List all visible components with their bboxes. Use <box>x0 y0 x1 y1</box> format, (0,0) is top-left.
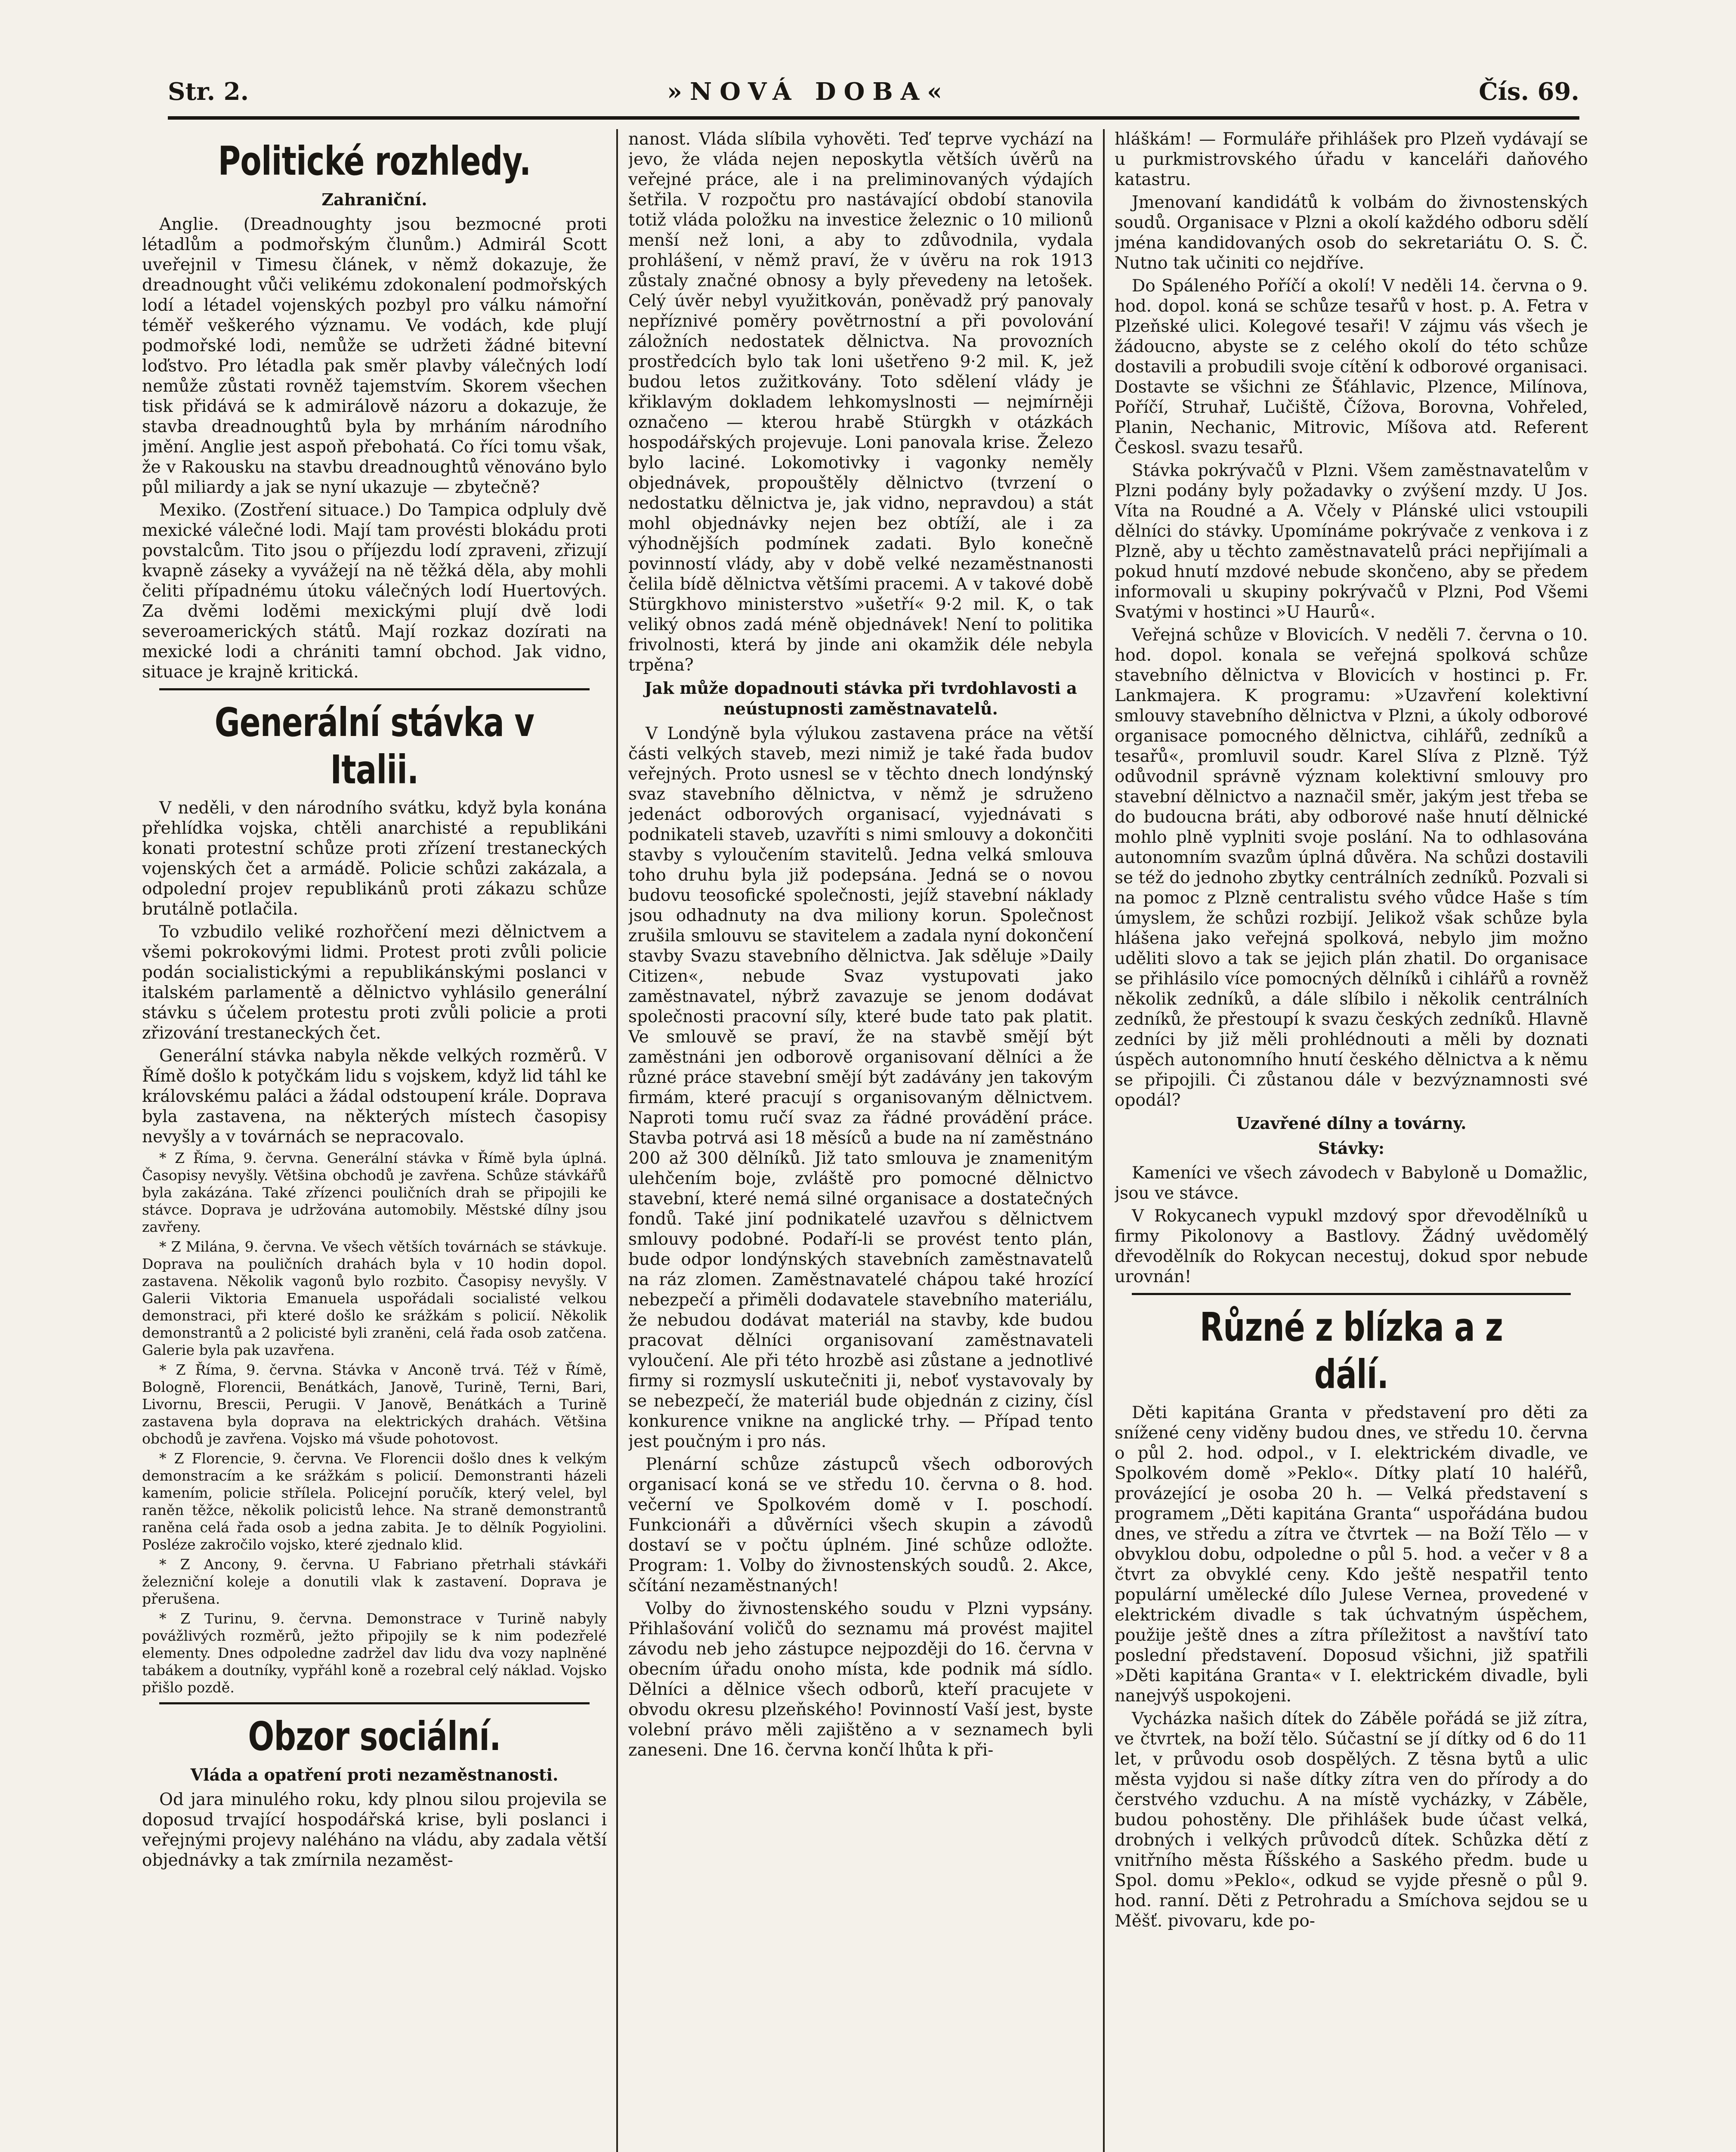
page-header <box>168 77 1579 120</box>
column-2 <box>628 129 1093 2152</box>
strike-item-2: V Rokycanech vypukl mzdový spor dřevodělníků u firmy Pikolonovy a Bastlovy. Žádný uvědomělý dřevodělník do Rokycan necestuj, dokud spor nebude urovnán! <box>1115 1206 1588 1286</box>
dispatch-turin: * Z Turinu, 9. června. Demonstrace v Turině nabyly povážlivých rozměrů, ježto připojily se k nim podezřelé elementy. Dnes odpoledne zadržel dav lidu dva vozy naplněné tabákem a doutníky, vypřáhl koně a rozebral celý náklad. Vojsko přišlo pozdě. <box>142 1610 607 1696</box>
article-vlada: Od jara minulého roku, kdy plnou silou projevila se doposud trvající hospodářská krise, byli poslanci i veřejnými projevy naléháno na vládu, aby zadala větší objednávky a tak zmírnila nezaměst- <box>142 1790 607 1870</box>
article-italy-p2: To vzbudilo veliké rozhořčení mezi dělnictvem a všemi pokrokovými lidmi. Protest proti zvůli policie podán socialistickými a republikánskými poslanci v italském parlamentě a dělnictvo vyhlásilo generální stávku s účelem protestu proti zvůli policie a proti zřizování trestaneckých čet. <box>142 922 607 1043</box>
masthead-title: »NOVÁ DOBA« <box>667 77 950 106</box>
section-heading-miscellany: Různé z blízka a z dálí. <box>1199 1304 1503 1398</box>
subheading-unemployment: Vláda a opatření proti nezaměstnanosti. <box>190 1765 559 1784</box>
dispatch-ancona: * Z Ancony, 9. června. U Fabriano přetrhali stávkáři železniční koleje a donutili vlak k zastavení. Doprava je přerušena. <box>142 1556 607 1607</box>
heading-strikes: Stávky: <box>1318 1138 1385 1158</box>
dispatch-rim-2: * Z Říma, 9. června. Stávka v Anconě trvá. Též v Římě, Bologně, Florencii, Benátkách, Janově, Turině, Terni, Bari, Livornu, Brescii, Perugii. V Janově, Benátkách a Turině zastavena byla doprava na elektrických drahách. Většina obchodů je zavřena. Vojsko má všude pohotovost. <box>142 1361 607 1447</box>
divider <box>1132 1293 1571 1295</box>
dispatch-milan: * Z Milána, 9. června. Ve všech větších továrnách se stávkuje. Doprava na pouličních drahách byla v 10 hodin dopol. zastavena. Několik vagonů bylo rozbito. Časopisy nevyšly. V Galerii Viktoria Emanuela uspořádali socialisté velkou demonstraci, při které došlo ke srážkám s policií. Několik demonstrantů a 2 policisté byli zraněni, celá řada osob zatčena. Galerie byla pak uzavřena. <box>142 1238 607 1358</box>
heading-london-strike: Jak může dopadnouti stávka při tvrdohlavosti a neústupnosti zaměstnavatelů. <box>644 678 1077 718</box>
notice-porici: Do Spáleného Poříčí a okolí! V neděli 14. června o 9. hod. dopol. koná se schůze tesařů v host. p. A. Fetra v Plzeňské ulici. Kolegové tesaři! V zájmu vás všech je žádoucno, abyste se z celého okolí do této schůze dostavili a probudili svoje cítění k odborové organisaci. Dostavte se všichni ze Šťáhlavic, Plzence, Milínova, Poříčí, Struhař, Lučiště, Čížova, Borovna, Vohřeled, Planin, Nechanic, Mitrovic, Míšova atd. Referent Českosl. svazu tesařů. <box>1115 276 1588 458</box>
dispatch-florence: * Z Florencie, 9. června. Ve Florencii došlo dnes k velkým demonstracím a ke srážkám s policií. Demonstranti házeli kamením, policie střílela. Policejní poručík, který velel, byl raněn těžce, několik policistů lehce. Na straně demonstrantů raněna celá řada osob a jedna zabita. Je to dělník Pogyiolini. Posléze zakročilo vojsko, které zjednalo klid. <box>142 1450 607 1553</box>
article-vlada-continued: nanost. Vláda slíbila vyhověti. Teď teprve vychází na jevo, že vláda nejen neposkytla větších úvěrů na veřejné práce, ale i na preliminovaných výdajích šetřila. V rozpočtu pro nastávající období stanovila totiž vláda položku na investice železnic o 10 milionů menší než loni, a aby to zdůvodnila, vydala prohlášení, v němž praví, že v úvěru na rok 1913 zůstaly značné obnosy a byly převedeny na letošek. Celý úvěr nebyl využitkován, poněvadž prý panovaly nepříznivé poměry povětrnostní a při povolování záložních nedostatek dělnictva. Na provozních prostředcích bylo tak loni ušetřeno 9·2 mil. K, jež budou letos zužitkovány. Toto sdělení vlády je křiklavým dokladem lehkomyslnosti — nejmírněji označeno — kterou hrabě Stürgkh v otázkách hospodářských projevuje. Loni panovala krise. Železo bylo laciné. Lokomotivky i vagonky neměly objednávek, propouštěly dělnictvo (tvrzení o nedostatku dělnictva je, jak vidno, nepravdou) a stát mohl objednávky nejen bez obtíží, ale i za výhodnějších podmínek zadati. Bylo konečně povinností vlády, aby v době velké nezaměstnanosti čelila bídě dělnictva většími pracemi. A v takové době Stürgkhovo ministerstvo »ušetří« 9·2 mil. K, o tak veliký obnos zadá méně objednávek! Není to politika frivolnosti, která by jinde ani okamžik déle nebyla trpěna? <box>628 130 1093 675</box>
article-italy-p3: Generální stávka nabyla někde velkých rozměrů. V Římě došlo k potyčkám lidu s vojskem, když lid táhl ke královskému paláci a žádal odstoupení krále. Doprava byla zastavena, na některých místech časopisy nevyšly a v továrnách se nepracovalo. <box>142 1046 607 1147</box>
article-london: V Londýně byla výlukou zastavena práce na větší části velkých staveb, mezi nimiž je také řada budov veřejných. Proto usnesl se v těchto dnech londýnský svaz stavebního dělnictva, v němž je sdruženo jedenáct odborových organisací, vyjednávati s podnikateli staveb, uzavříti s nimi smlouvy a dokončiti stavby s vyloučením stavitelů. Jedna velká smlouva toho druhu byla již podepsána. Jedná se o novou budovu teosofické společnosti, jejíž stavební náklady jsou odhadnuty na dva miliony korun. Společnost zrušila smlouvu se stavitelem a zadala nyní dokončení stavby Svazu stavebního dělnictva. Jak sděluje »Daily Citizen«, nebude Svaz vystupovati jako zaměstnavatel, nýbrž zavazuje se jenom dodávat společnosti pracovní síly, které bude tato pak platit. Ve smlouvě se praví, že na stavbě smějí být zaměstnáni jen odborově organisovaní dělníci a že různé práce stavební smějí být zadávány jen takovým firmám, které pracují s organisovaným dělnictvem. Naproti tomu ručí svaz za řádné provádění práce. Stavba potrvá asi 18 měsíců a bude na ní zaměstnáno 200 až 300 dělníků. Již tato smlouva je znamenitým ulehčením boje, zvláště pro pomocné dělnictvo stavební, které nemá silné organisace a dostatečných fondů. Také jiní podnikatelé uzavřou s dělnictvem smlouvy podobné. Podaří-li se provést tento plán, bude odpor londýnských stavebních zaměstnavatelů na ráz zlomen. Zaměstnavatelé chápou také hrozící nebezpečí a přiměli dodavatele stavebního materiálu, že nebudou dodávat materiál na stavby, kde budou pracovat dělníci organisovaní zaměstnavateli vyloučení. Ale při této hrozbě asi zůstane a jednotlivé firmy si rozmyslí uskutečniti ji, neboť vystavovaly by se nebezpečí, že materiál bude objednán z ciziny, čísl konkurence vnikne na anglické trhy. — Případ tento jest poučným i pro nás. <box>628 724 1093 1451</box>
column-1 <box>142 129 607 2152</box>
article-italy-p1: V neděli, v den národního svátku, když byla konána přehlídka vojska, chtěli anarchisté a republikáni konati protestní schůze proti zřízení trestaneckých vojenských čet a armádě. Policie schůzi zakázala, a odpolední projev republikánů proti zákazu schůze brutálně potlačila. <box>142 798 607 919</box>
notice-excursion: Vycházka našich dítek do Záběle pořádá se již zítra, ve čtvrtek, na boží tělo. Súčastní se jí dítky od 6 do 11 let, v průvodu osob dospělých. Z těsna bytů a ulic města vyjdou si naše dítky zítra ven do přírody a do čerstvého vzduchu. A na místě vycházky, v Záběle, budou pohostěny. Dle přihlášek bude účast velká, drobných i velkých průvodců dítek. Schůzka dětí z vnitřního města Říšského a Saského předm. bude u Spol. domu »Peklo«, odkud se vyjde přesně o půl 9. hod. ranní. Děti z Petrohradu a Smíchova sejdou se u Měšť. pivovaru, kde po- <box>1115 1709 1588 1931</box>
page-number: Str. 2. <box>168 77 249 106</box>
section-heading-social: Obzor sociální. <box>248 1713 501 1759</box>
heading-closed-workshops: Uzavřené dílny a továrny. <box>1236 1113 1467 1133</box>
column-divider <box>1103 129 1105 2152</box>
article-anglie: Anglie. (Dreadnoughty jsou bezmocné proti létadlům a podmořským člunům.) Admirál Scott uveřejnil v Timesu článek, v němž dokazuje, že dreadnought vůči velikému zdokonalení podmořských lodí a létadel vojenských pozbyl pro válku námořní téměř veškerého významu. Ve vodách, kde plují podmořské lodi, nemůže se udržeti žádné bitevní loďstvo. Pro létadla pak směr plavby válečných lodí nemůže zůstati rovněž tajemstvím. Skorem všechen tisk přidává se k admirálově názoru a dokazuje, že stavba dreadnoughtů byla by mrháním národního jmění. Anglie jest aspoň přebohatá. Co říci tomu však, že v Rakousku na stavbu dreadnoughtů věnováno bylo půl miliardy a jak se nyní ukazuje — zbytečně? <box>142 215 607 497</box>
strike-item-1: Kameníci ve všech závodech v Babyloně u Domažlic, jsou ve stávce. <box>1115 1163 1588 1203</box>
column-3 <box>1115 129 1588 2152</box>
notice-plenary-meeting: Plenární schůze zástupců všech odborových organisací koná se ve středu 10. června o 8. hod. večerní ve Spolkovém domě v I. poschodí. Funkcionáři a důvěrníci všech skupin a závodů dostaví se v počtu úplném. Jiné schůze odložte. Program: 1. Volby do živnostenských soudů. 2. Akce, sčítání nezaměstnaných! <box>628 1455 1093 1595</box>
section-heading-politics: Politické rozhledy. <box>218 138 531 184</box>
dispatch-rim: * Z Říma, 9. června. Generální stávka v Římě byla úplná. Časopisy nevyšly. Většina obchodů je zavřena. Schůze stávkářů byla zakázána. Také zřízenci pouličních drah se připojili ke stávce. Doprava je udržována automobily. Městské dílny jsou zavřeny. <box>142 1150 607 1235</box>
section-heading-italy: Generální stávka v Italii. <box>214 699 534 793</box>
notice-candidates: Jmenovaní kandidátů k volbám do živnostenských soudů. Organisace v Plzni a okolí každého odboru sdělí jména kandidovaných osob do sekretariátu O. S. Č. Nutno tak učiniti co nejdříve. <box>1115 193 1588 273</box>
notice-elections: Volby do živnostenského soudu v Plzni vypsány. Přihlašování voličů do seznamu má provést majitel závodu neb jeho zástupce nejpozději do 16. června v obecním úřadu onoho místa, kde podnik má sídlo. Dělníci a dělnice všech odborů, kteří pracujete v obvodu okresu plzeňského! Povinností Vaší jest, byste volební právo měli zajištěno a v seznamech byli zaneseni. Dne 16. června končí lhůta k při- <box>628 1599 1093 1760</box>
notice-roofers-strike: Stávka pokrývačů v Plzni. Všem zaměstnavatelům v Plzni podány byly požadavky o zvýšení mzdy. U Jos. Víta na Roudné a A. Včely v Plánské ulici vstoupili dělníci do stávky. Upomínáme pokrývače z venkova i z Plzně, aby u těchto zaměstnavatelů práci nepřijímali a pokud hnutí mzdové nebude skončeno, aby se předem informovali u skupiny pokrývačů v Plzni, Pod Všemi Svatými v hostinci »U Haurů«. <box>1115 461 1588 622</box>
column-divider <box>616 129 618 2152</box>
divider <box>159 688 590 690</box>
notice-blovice-meeting: Veřejná schůze v Blovicích. V neděli 7. června o 10. hod. dopol. konala se veřejná spolková schůze stavebního dělnictva v Blovicích v hostinci p. Fr. Lankmajera. K programu: »Uzavření kolektivní smlouvy stavebního dělnictva v Plzni, a úkoly odborové organisace pomocného dělnictva, cihlářů, zedníků a tesařů«, promluvil soudr. Karel Slíva z Plzně. Týž odůvodnil správně význam kolektivní smlouvy pro stavební dělnictvo a naznačil směr, jakým jest třeba se do budoucna bráti, aby odborové naše hnutí dělnické mohlo plně vyplniti svoje poslání. Na to odhlasována autonomním svazům úplná důvěra. Na schůzi dostavili se též do jednoho zbytky centrálních zedníků. Pozvali si na pomoc z Plzně centralistu svého vůdce Haše s tím úmyslem, že schůzi rozbijí. Jelikož však schůze byla hlášena jako veřejná spolková, nebylo jim možno uděliti slovo a tak se jejich plán zhatil. Do organisace se přihlásilo více pomocných dělníků i cihlářů a rovněž několik zedníků, a dále slíbilo i několik centrálních zedníků, že přestoupí k svazu českých zedníků. Hlavně zedníci by již měli prohlédnouti a měli by doznati úspěch autonomního hnutí českého dělnictva a k němu se připojili. Či zůstanou dále v bezvýznamnosti své opodál? <box>1115 625 1588 1110</box>
notice-elections-continued: hláškám! — Formuláře přihlášek pro Plzeň vydávají se u purkmistrovského úřadu v kanceláři daňového katastru. <box>1115 130 1588 189</box>
issue-number: Čís. 69. <box>1479 77 1579 106</box>
article-mexiko: Mexiko. (Zostření situace.) Do Tampica odpluly dvě mexické válečné lodi. Mají tam provésti blokádu proti povstalcům. Tito jsou o příjezdu lodí zpraveni, zřizují kvapně záseky a vyvážejí na ně těžká děla, aby mohli čeliti případnému útoku válečných lodí Huertových. Za dvěmi loděmi mexickými plují dvě lodi severoamerických států. Mají rozkaz dozírati na mexické lodi a chrániti tamní obchod. Jak vidno, situace je krajně kritická. <box>142 501 607 682</box>
notice-granta: Děti kapitána Granta v představení pro děti za snížené ceny viděny budou dnes, ve středu 10. června o půl 2. hod. odpol., v I. elektrickém divadle, ve Spolkovém domě »Peklo«. Dítky platí 10 haléřů, provázející je osoba 20 h. — Velká představení s programem „Děti kapitána Granta“ uspořádána budou dnes, ve středu a zítra ve čtvrtek — na Boží Tělo — v obvyklou dobu, odpoledne o půl 5. hod. a večer v 8 a čtvrt za obvyklé ceny. Kdo ještě nespatřil tento populární umělecké dílo Julese Vernea, provedené v elektrickém divadle s tak úchvatným úspěchem, použije ještě dnes a zítra příležitost a navštíví tato poslední představení. Doposud všichni, již spatřili »Děti kapitána Granta« v I. elektrickém divadle, byli nanejvýš uspokojeni. <box>1115 1403 1588 1706</box>
divider <box>159 1702 590 1704</box>
subheading-foreign: Zahraniční. <box>321 190 427 209</box>
